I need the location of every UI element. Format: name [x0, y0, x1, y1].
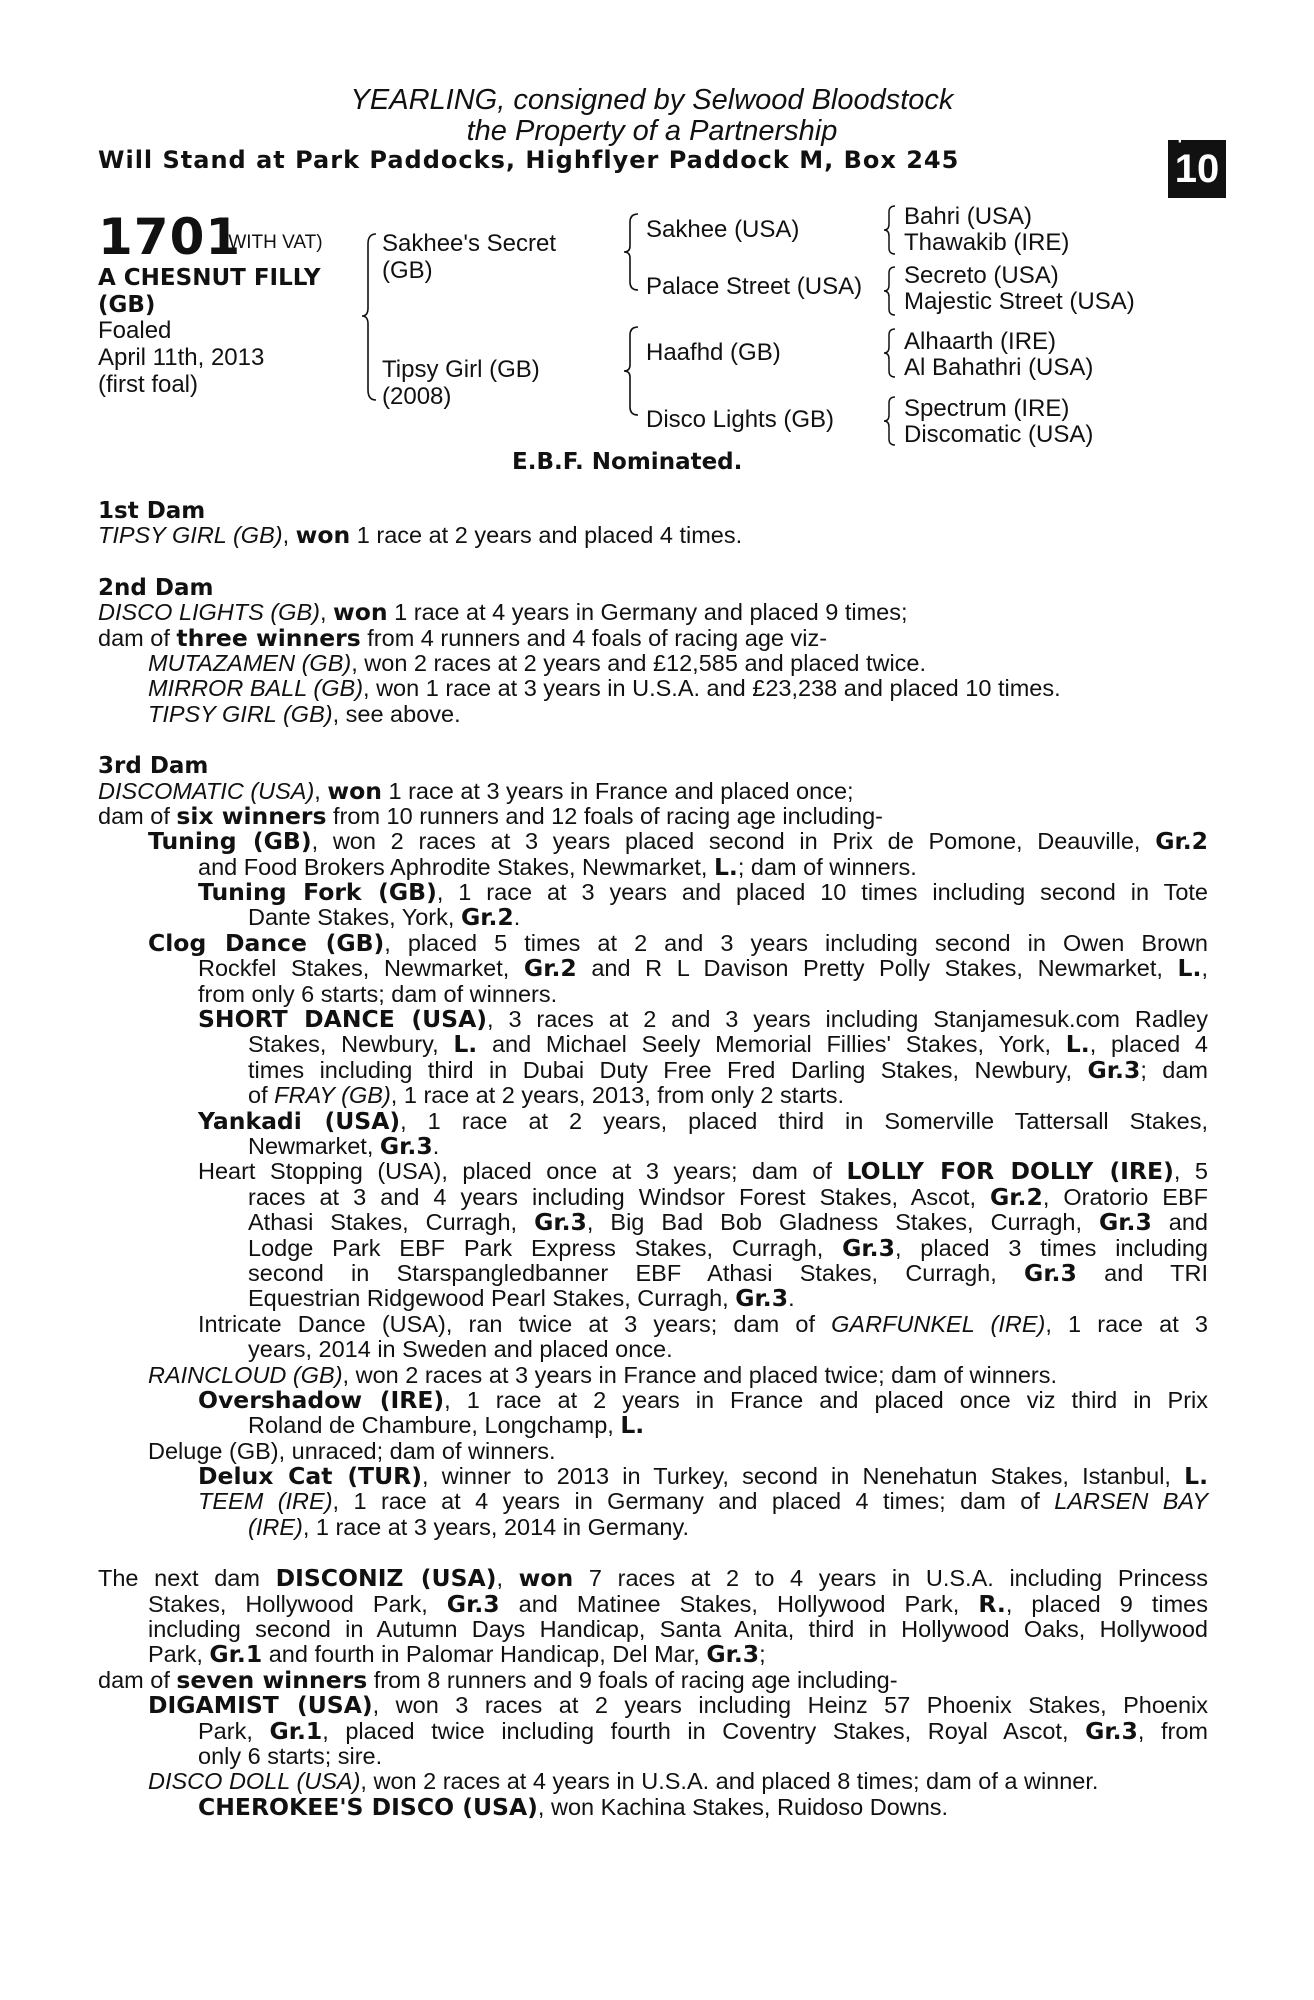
italic-run: FRAY (GB) — [274, 1082, 391, 1109]
text-line — [98, 1589, 1208, 1618]
bold-run: Gr.3 — [1087, 1055, 1141, 1084]
dam-record: 1 race at 3 years in France and placed once; — [381, 777, 854, 804]
bold-run: Gr.1 — [269, 1716, 323, 1745]
text-run: , 1 race at 2 years, 2013, from only 2 starts. — [390, 1082, 845, 1109]
text-run: , won 3 races at 2 years including Heinz 57 Phoenix Stakes, Phoenix — [372, 1692, 1209, 1719]
text-line — [98, 1312, 1208, 1337]
text-line — [98, 852, 1208, 881]
bold-run: L. — [713, 852, 738, 881]
text-line — [98, 1464, 1208, 1489]
sire-dam-sire: Secreto (USA) — [904, 262, 1059, 289]
bold-run: Overshadow (IRE) — [198, 1385, 445, 1414]
header-line-1: YEARLING, consigned by Selwood Bloodstock — [350, 84, 954, 116]
text-line — [98, 1159, 1208, 1184]
text-run: and — [1151, 1209, 1209, 1236]
text-line — [98, 1716, 1208, 1745]
second-dam-heading — [98, 575, 1208, 600]
text-line — [98, 1792, 1208, 1821]
sire-country: (GB) — [382, 257, 433, 284]
dam-name: DISCOMATIC (USA) — [98, 777, 315, 804]
bold-run: DIGAMIST (USA) — [148, 1691, 373, 1720]
dam-record: 1 race at 4 years in Germany and placed 9 times; — [387, 599, 908, 626]
text-run: , from — [1137, 1717, 1208, 1744]
text-line — [98, 1489, 1208, 1514]
bold-run: R. — [978, 1589, 1006, 1618]
text-line — [98, 1032, 1208, 1057]
third-dam-line: DISCOMATIC (USA), won 1 race at 3 years in France and placed once; — [98, 776, 854, 805]
text-run: , placed 3 times including — [894, 1234, 1208, 1261]
text-line — [98, 905, 1208, 930]
text-line — [98, 1286, 1208, 1311]
stand-location: Will Stand at Park Paddocks, Highflyer Paddock M, Box 245 — [98, 146, 960, 174]
produce-name: TIPSY GIRL (GB) — [148, 700, 333, 727]
damof-rest: from 4 runners and 4 foals of racing age viz- — [360, 624, 828, 651]
sire-dam: Palace Street (USA) — [646, 273, 863, 300]
text-run: ; dam — [1140, 1056, 1209, 1083]
text-line — [98, 1642, 1208, 1667]
bold-run: Gr.3 — [1024, 1258, 1077, 1287]
text-line — [98, 1439, 1208, 1464]
lot-description: A CHESNUT FILLY — [98, 265, 321, 291]
text-run: 7 races at 2 to 4 years in U.S.A. including Princess — [573, 1565, 1208, 1592]
text-line — [98, 1337, 1208, 1362]
dam-name: Tipsy Girl (GB) — [382, 356, 540, 383]
sire-name: Sakhee's Secret — [382, 230, 557, 257]
text-run: , placed 9 times — [1005, 1590, 1208, 1617]
text-run: Park, — [198, 1717, 270, 1744]
italic-run: RAINCLOUD (GB) — [148, 1361, 343, 1388]
text-run: and TRI — [1076, 1259, 1208, 1286]
damof-rest: from 10 runners and 12 foals of racing age including- — [326, 802, 883, 829]
text-line — [98, 982, 1208, 1007]
won-label: won — [333, 598, 388, 627]
text-run: , 1 race at 2 years, placed third in Somerville Tattersall Stakes, — [400, 1107, 1208, 1134]
dam-name: DISCO LIGHTS (GB) — [98, 599, 320, 626]
text-run: races at 3 and 4 years including Windsor Forest Stakes, Ascot, — [248, 1183, 991, 1210]
bold-run: L. — [1065, 1030, 1090, 1059]
produce-line — [98, 702, 1208, 727]
section-heading: 1st Dam — [98, 498, 206, 524]
text-run: Rockfel Stakes, Newmarket, — [198, 955, 524, 982]
produce-record: , won 2 races at 2 years and £12,585 and placed twice. — [351, 649, 927, 676]
bold-run: CHEROKEE'S DISCO (USA) — [198, 1792, 538, 1821]
bold-run: Gr.2 — [1155, 827, 1208, 856]
dam-dam-sire: Spectrum (IRE) — [904, 395, 1070, 422]
text-run: , Oratorio EBF — [1042, 1183, 1208, 1210]
pedigree-bracket-3c — [882, 327, 898, 379]
text-run: dam of — [98, 1666, 177, 1693]
first-dam-heading — [98, 498, 1208, 523]
text-run: Newmarket, — [248, 1132, 380, 1159]
produce-line — [98, 651, 1208, 676]
text-run: and Michael Seely Memorial Fillies' Stakes, York, — [477, 1031, 1066, 1058]
text-run: , — [1201, 955, 1208, 982]
sire-dam-dam: Majestic Street (USA) — [904, 288, 1135, 315]
text-run: , placed twice including fourth in Coventry Stakes, Royal Ascot, — [322, 1717, 1086, 1744]
text-run: and fourth in Palomar Handicap, Del Mar, — [262, 1641, 707, 1668]
second-dam-produce-summary — [98, 623, 1208, 652]
text-run: , 1 race at 2 years in France and placed once viz third in Prix — [444, 1386, 1208, 1413]
text-line — [98, 1385, 1208, 1414]
text-run: Intricate Dance (USA), ran twice at 3 years; dam of — [198, 1310, 832, 1337]
text-run: , winner to 2013 in Turkey, second in Nenehatun Stakes, Istanbul, — [422, 1463, 1185, 1490]
text-run: , won 2 races at 3 years placed second in Prix de Pomone, Deauville, — [311, 828, 1156, 855]
pedigree-bracket-sire — [622, 212, 642, 292]
first-dam-line: TIPSY GIRL (GB), won 1 race at 2 years and placed 4 times. — [98, 521, 743, 550]
text-line — [98, 1055, 1209, 1084]
catalogue-body — [98, 498, 1208, 1820]
foaled-label: Foaled — [98, 317, 172, 344]
text-run: , placed 4 — [1089, 1031, 1208, 1058]
bold-run: L. — [620, 1411, 645, 1440]
text-run: , won Kachina Stakes, Ruidoso Downs. — [537, 1793, 949, 1820]
produce-line — [98, 676, 1208, 701]
lot-number: 1701 — [98, 208, 242, 266]
text-line — [98, 1131, 1208, 1160]
pedigree-bracket-3a — [882, 204, 898, 256]
text-run: The next dam — [98, 1565, 276, 1592]
italic-run: DISCO DOLL (USA) — [148, 1768, 361, 1795]
text-run: Deluge (GB), unraced; dam of winners. — [148, 1437, 556, 1464]
text-run: , 1 race at 3 years and placed 10 times including second in Tote — [436, 879, 1209, 906]
text-run: years, 2014 in Sweden and placed once. — [248, 1336, 673, 1363]
foaled-date: April 11th, 2013 — [98, 344, 265, 371]
sire-sire: Sakhee (USA) — [646, 216, 800, 243]
bold-run: DISCONIZ (USA) — [275, 1564, 497, 1593]
winners-count: six winners — [176, 801, 327, 830]
text-line — [98, 1258, 1208, 1287]
pedigree-bracket-dam — [622, 325, 642, 417]
italic-run: TEEM (IRE) — [198, 1488, 333, 1515]
lot-badge — [1168, 127, 1226, 198]
italic-run: GARFUNKEL (IRE) — [831, 1310, 1046, 1337]
text-run: times including third in Dubai Duty Free Fred Darling Stakes, Newbury, — [248, 1056, 1088, 1083]
text-run: Athasi Stakes, Curragh, — [248, 1209, 535, 1236]
text-run: Heart Stopping (USA), placed once at 3 years; dam of — [198, 1158, 847, 1185]
text-run: . — [788, 1285, 795, 1312]
badge-number: 10 — [1174, 147, 1220, 191]
bold-run: Delux Cat (TUR) — [198, 1462, 423, 1491]
text-run: including second in Autumn Days Handicap, Santa Anita, third in Hollywood Oaks, Hollywood — [148, 1616, 1208, 1643]
bold-run: Gr.2 — [523, 954, 577, 983]
text-run: Stakes, Newbury, — [248, 1031, 454, 1058]
text-run: , 1 race at 3 years, 2014 in Germany. — [302, 1513, 690, 1540]
dam-dam-dam: Discomatic (USA) — [904, 421, 1094, 448]
winners-count: three winners — [176, 623, 361, 652]
text-run: Lodge Park EBF Park Express Stakes, Curragh, — [248, 1234, 843, 1261]
header-line-2: the Property of a Partnership — [466, 115, 838, 147]
text-line — [98, 1413, 1208, 1438]
bold-run: Gr.3 — [1099, 1208, 1152, 1237]
text-run: ; dam of winners. — [737, 853, 917, 880]
bold-run: Gr.3 — [446, 1589, 500, 1618]
bold-run: Gr.3 — [706, 1640, 760, 1669]
bold-run: Gr.1 — [209, 1640, 263, 1669]
text-line — [98, 1693, 1208, 1718]
third-dam-heading — [98, 753, 1208, 778]
dam-year: (2008) — [382, 383, 452, 410]
produce-name: MIRROR BALL (GB) — [148, 675, 364, 702]
text-line — [98, 1233, 1208, 1262]
produce-name: MUTAZAMEN (GB) — [148, 649, 352, 676]
text-line — [98, 928, 1208, 957]
text-run: of — [248, 1082, 275, 1109]
text-run: from 8 runners and 9 foals of racing age including- — [367, 1666, 898, 1693]
text-run: Roland de Chambure, Longchamp, — [248, 1412, 621, 1439]
bold-run: L. — [1177, 954, 1202, 983]
dam-record: 1 race at 2 years and placed 4 times. — [350, 522, 743, 549]
bold-run: Gr.3 — [534, 1208, 587, 1237]
text-run: and Matinee Stakes, Hollywood Park, — [499, 1590, 979, 1617]
text-run: only 6 starts; sire. — [198, 1742, 383, 1769]
sire-sire-sire: Bahri (USA) — [904, 203, 1033, 230]
dam-name: TIPSY GIRL (GB) — [98, 522, 283, 549]
damof-text: dam of — [98, 802, 177, 829]
bold-run: Gr.3 — [842, 1233, 895, 1262]
bold-run: Tuning Fork (GB) — [198, 878, 437, 907]
badge-plus: + — [1174, 127, 1186, 149]
italic-run: LARSEN BAY — [1054, 1488, 1208, 1515]
dam-sire-sire: Alhaarth (IRE) — [904, 328, 1057, 355]
ebf-nominated: E.B.F. Nominated. — [512, 449, 743, 475]
bold-run: SHORT DANCE (USA) — [198, 1005, 488, 1034]
text-line — [98, 1182, 1208, 1211]
won-label: won — [327, 776, 382, 805]
text-line — [98, 880, 1208, 905]
text-run: Stakes, Hollywood Park, — [148, 1590, 447, 1617]
bold-run: Clog Dance (GB) — [148, 928, 385, 957]
bold-run: Yankadi (USA) — [198, 1106, 401, 1135]
text-run: , Big Bad Bob Gladness Stakes, Curragh, — [586, 1209, 1099, 1236]
text-run: and R L Davison Pretty Polly Stakes, Newmarket, — [576, 955, 1178, 982]
text-run: from only 6 starts; dam of winners. — [198, 980, 558, 1007]
bold-run: won — [518, 1564, 574, 1593]
text-line — [98, 1769, 1208, 1794]
bold-run: Gr.2 — [990, 1182, 1043, 1211]
text-run: , 1 race at 4 years in Germany and placed 4 times; dam of — [332, 1488, 1055, 1515]
text-line — [98, 1515, 1208, 1540]
text-line — [98, 1083, 1208, 1108]
lot-description-country: (GB) — [98, 292, 156, 318]
text-run: Park, — [148, 1641, 210, 1668]
text-run: Equestrian Ridgewood Pearl Stakes, Curragh, — [248, 1285, 736, 1312]
text-line — [98, 1744, 1208, 1769]
dam-dam: Disco Lights (GB) — [646, 406, 835, 433]
text-run: ; — [759, 1641, 766, 1668]
second-dam-line: DISCO LIGHTS (GB), won 1 race at 4 years in Germany and placed 9 times; — [98, 598, 908, 627]
text-run: . — [513, 904, 521, 931]
vat-note: (WITH VAT) — [222, 232, 323, 253]
text-line — [98, 1106, 1208, 1135]
produce-record: , won 1 race at 3 years in U.S.A. and £23,238 and placed 10 times. — [363, 675, 1061, 702]
text-line — [98, 1007, 1208, 1032]
text-line — [98, 1363, 1208, 1388]
bold-run: Gr.3 — [379, 1131, 433, 1160]
text-line — [98, 956, 1208, 981]
dam-sire: Haafhd (GB) — [646, 339, 781, 366]
bold-run: LOLLY FOR DOLLY (IRE) — [846, 1157, 1174, 1186]
produce-record: , see above. — [332, 700, 461, 727]
text-run: , — [496, 1565, 519, 1592]
italic-run: (IRE) — [248, 1513, 303, 1540]
pedigree-bracket-3b — [882, 265, 898, 317]
dam-sire-dam: Al Bahathri (USA) — [904, 354, 1094, 381]
text-run: , 1 race at 3 — [1045, 1310, 1208, 1337]
pedigree-bracket-3d — [882, 395, 898, 447]
text-line — [98, 1617, 1208, 1642]
bold-run: Gr.2 — [460, 903, 514, 932]
bold-run: Gr.3 — [1085, 1716, 1138, 1745]
bold-run: Gr.3 — [735, 1284, 789, 1313]
third-dam-produce-list — [98, 829, 1208, 1540]
damof-text: dam of — [98, 624, 177, 651]
text-run: and Food Brokers Aphrodite Stakes, Newmarket, — [198, 853, 714, 880]
sire-sire-dam: Thawakib (IRE) — [904, 229, 1070, 256]
text-line — [98, 829, 1208, 854]
text-run: , 5 — [1173, 1158, 1208, 1185]
bold-run: L. — [453, 1030, 478, 1059]
bold-run: Tuning (GB) — [148, 827, 312, 856]
section-heading: 3rd Dam — [98, 753, 209, 780]
third-dam-produce-summary — [98, 801, 1208, 830]
text-run: second in Starspangledbanner EBF Athasi Stakes, Curragh, — [248, 1259, 1025, 1286]
text-run: , placed 5 times at 2 and 3 years including second in Owen Brown — [384, 929, 1208, 956]
text-line — [98, 1566, 1208, 1591]
text-run: , won 2 races at 4 years in U.S.A. and placed 8 times; dam of a winner. — [360, 1768, 1099, 1795]
text-run: , won 2 races at 3 years in France and placed twice; dam of winners. — [342, 1361, 1058, 1388]
text-line — [98, 1210, 1208, 1235]
text-run: . — [432, 1132, 440, 1159]
next-dam-section — [98, 1566, 1208, 1820]
bold-run: L. — [1184, 1462, 1208, 1491]
section-heading: 2nd Dam — [98, 574, 214, 601]
text-run: Dante Stakes, York, — [248, 904, 461, 931]
won-label: won — [295, 521, 351, 550]
foal-note: (first foal) — [98, 371, 199, 398]
text-line — [98, 1665, 1208, 1694]
text-run: , 3 races at 2 and 3 years including Stanjamesuk.com Radley — [487, 1006, 1208, 1033]
pedigree-bracket-gen1 — [360, 232, 380, 402]
bold-run: seven winners — [176, 1665, 368, 1694]
